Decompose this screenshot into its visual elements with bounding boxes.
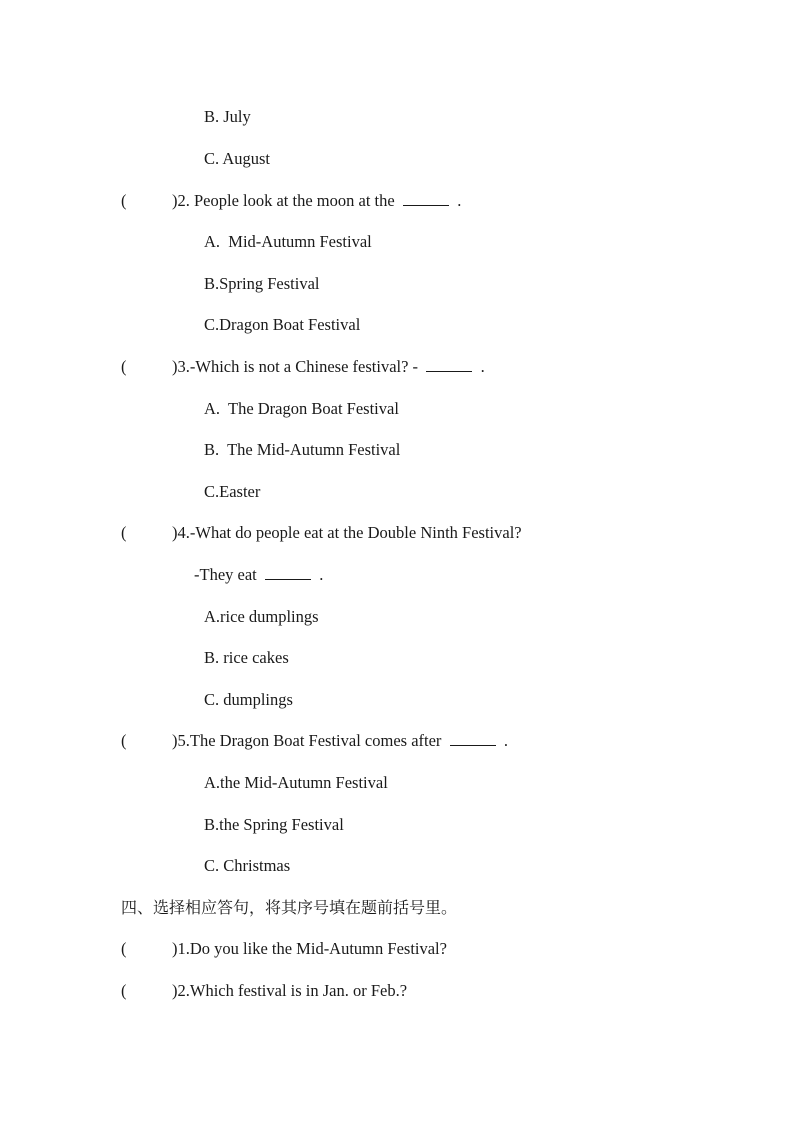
- section4-heading: 四、选择相应答句，将其序号填在题前括号里。: [121, 898, 458, 917]
- q4-option-b: B. rice cakes: [204, 648, 289, 667]
- s4-item1-answer-paren[interactable]: (: [121, 939, 127, 958]
- q5-option-c: C. Christmas: [204, 856, 291, 875]
- s4-item2-answer-paren[interactable]: (: [121, 981, 127, 1000]
- q2-stem-end: .: [457, 191, 462, 210]
- q4-answer-line: [194, 565, 323, 585]
- q4-option-a: A.rice dumplings: [204, 607, 319, 626]
- q2-stem-text: )2. People look at the moon at the: [172, 191, 395, 210]
- s4-item2-text: )2.Which festival is in Jan. or Feb.?: [172, 981, 408, 1000]
- q5-option-b: B.the Spring Festival: [204, 815, 344, 834]
- q5-stem-end: .: [503, 731, 509, 750]
- q2-option-b: B.Spring Festival: [204, 274, 320, 293]
- q2-answer-paren[interactable]: (: [121, 191, 127, 210]
- q5-stem: [172, 731, 508, 751]
- q4-stem: )4.-What do people eat at the Double Ninth Festival?: [172, 523, 522, 542]
- s4-item1-text: )1.Do you like the Mid-Autumn Festival?: [172, 939, 447, 958]
- q5-blank[interactable]: [450, 731, 496, 746]
- q4-answer-paren[interactable]: (: [121, 523, 127, 542]
- q1-option-b: B. July: [204, 107, 251, 126]
- q3-blank[interactable]: [426, 357, 472, 372]
- q3-option-a: A. The Dragon Boat Festival: [204, 399, 399, 418]
- q3-stem-text: )3.-Which is not a Chinese festival? -: [172, 357, 419, 376]
- q2-stem: [172, 191, 461, 211]
- q4-answer-end: .: [319, 565, 324, 584]
- q5-stem-text: )5.The Dragon Boat Festival comes after: [172, 731, 442, 750]
- q4-blank[interactable]: [265, 565, 311, 580]
- q3-answer-paren[interactable]: (: [121, 357, 127, 376]
- q3-option-c: C.Easter: [204, 482, 261, 501]
- q4-answer-text: -They eat: [194, 565, 257, 584]
- q2-option-a: A. Mid-Autumn Festival: [204, 232, 372, 251]
- q4-option-c: C. dumplings: [204, 690, 293, 709]
- q3-option-b: B. The Mid-Autumn Festival: [204, 440, 401, 459]
- q5-option-a: A.the Mid-Autumn Festival: [204, 773, 388, 792]
- q2-blank[interactable]: [403, 191, 449, 206]
- q3-stem-end: .: [480, 357, 485, 376]
- q3-stem: [172, 357, 485, 377]
- q2-option-c: C.Dragon Boat Festival: [204, 315, 361, 334]
- q5-answer-paren[interactable]: (: [121, 731, 127, 750]
- q1-option-c: C. August: [204, 149, 271, 168]
